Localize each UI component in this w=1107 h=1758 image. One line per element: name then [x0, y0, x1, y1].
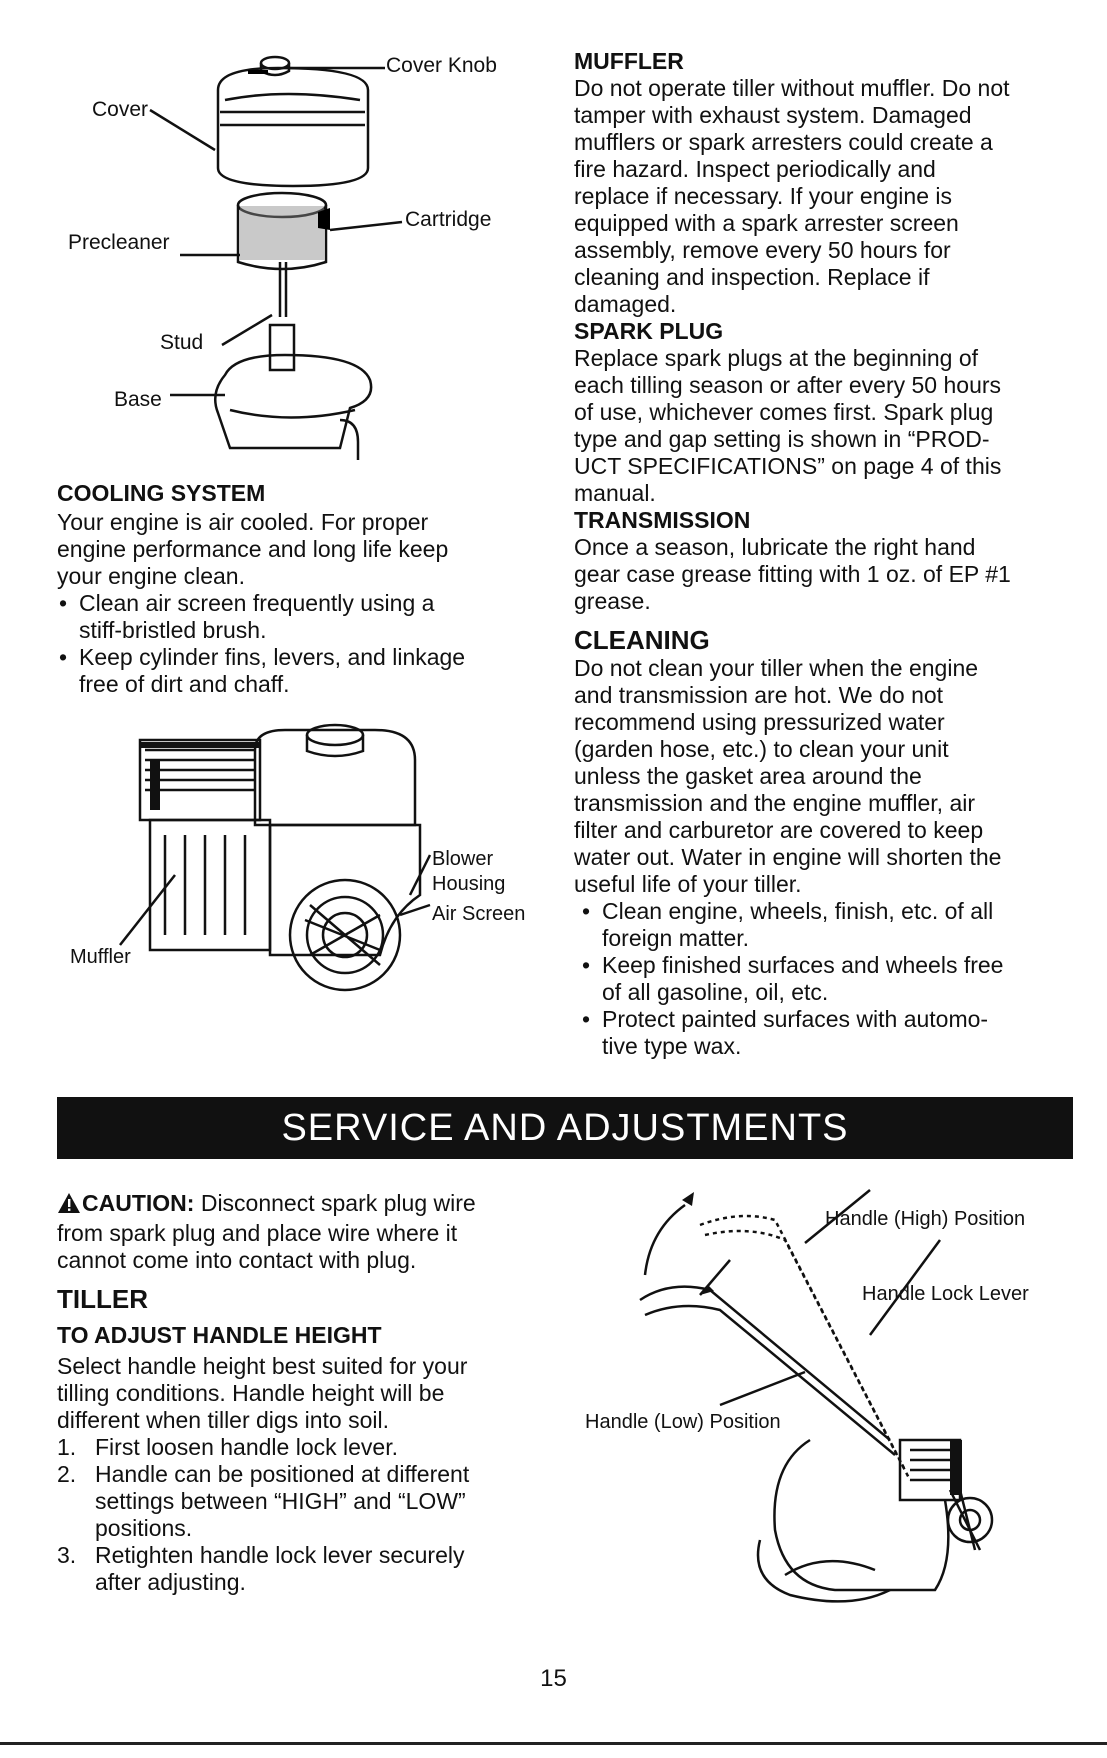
label-air-screen: Air Screen — [432, 903, 526, 925]
cooling-system-body: Your engine is air cooled. For proper engine performance and long life keep your engine clean. — [57, 509, 449, 589]
label-base: Base — [114, 388, 162, 411]
bottom-rule — [0, 1742, 1107, 1745]
label-handle-high: Handle (High) Position — [825, 1208, 1026, 1230]
adjust-handle-heading: TO ADJUST HANDLE HEIGHT — [57, 1322, 382, 1348]
spark-plug-body: Replace spark plugs at the beginning of each tilling season or after every 50 hours of use, whichever comes first. Spark plug type and gap setting is shown in “PROD- UCT SPECIFICATIONS” on page 4 of this manual. — [574, 345, 1002, 506]
caution-label: CAUTION: — [82, 1190, 195, 1216]
list-item: 2. Handle can be positioned at different settings between “HIGH” and “LOW” positions. — [57, 1461, 470, 1541]
tiller-heading: TILLER — [57, 1284, 148, 1314]
section-banner: SERVICE AND ADJUSTMENTS — [57, 1097, 1073, 1159]
list-item: • Keep finished surfaces and wheels free of all gasoline, oil, etc. — [580, 952, 1074, 1006]
label-muffler: Muffler — [70, 946, 131, 968]
cleaning-body: Do not clean your tiller when the engine and transmission are hot. We do not recommend using pressurized water (garden hose, etc.) to clean your unit unless the gasket area around the transmission and the engine muffler, air filter and carburetor are covered to keep water out. Water in engine will shorten the useful life of your tiller. — [574, 655, 1002, 897]
list-item: • Keep cylinder fins, levers, and linkage free of dirt and chaff. — [57, 644, 527, 698]
list-item: 3. Retighten handle lock lever securely after adjusting. — [57, 1542, 465, 1595]
list-item: • Protect painted surfaces with automo- tive type wax. — [580, 1006, 1074, 1060]
cleaning-heading: CLEANING — [574, 625, 710, 655]
transmission-body: Once a season, lubricate the right hand gear case grease fitting with 1 oz. of EP #1 grease. — [574, 534, 1011, 614]
label-blower-housing-line2: Housing — [432, 873, 506, 895]
cooling-system-heading: COOLING SYSTEM — [57, 480, 266, 506]
list-item: • Clean engine, wheels, finish, etc. of all foreign matter. — [580, 898, 1074, 952]
label-cartridge: Cartridge — [405, 208, 492, 231]
list-item: 1. First loosen handle lock lever. — [57, 1434, 398, 1460]
label-precleaner: Precleaner — [68, 231, 170, 254]
label-stud: Stud — [160, 331, 204, 354]
spark-plug-heading: SPARK PLUG — [574, 318, 724, 344]
list-item: • Clean air screen frequently using a stiff-bristled brush. — [57, 590, 527, 644]
label-handle-lock-lever: Handle Lock Lever — [862, 1283, 1029, 1305]
label-blower-housing-line1: Blower — [432, 848, 494, 870]
page-number: 15 — [540, 1665, 567, 1692]
label-handle-low: Handle (Low) Position — [585, 1411, 781, 1433]
label-cover: Cover — [92, 98, 149, 121]
transmission-heading: TRANSMISSION — [574, 507, 751, 533]
muffler-body: Do not operate tiller without muffler. Do not tamper with exhaust system. Damaged mufflers or spark arresters could create a fire hazard. Inspect periodically and replace if necessary. If your engine is equipped with a spark arrester screen assembly, remove every 50 hours for cleaning and inspection. Replace if damaged. — [574, 75, 1010, 317]
caution-block: CAUTION: Disconnect spark plug wire from spark plug and place wire where it cannot come into contact with plug. — [57, 1190, 476, 1273]
tiller-body: Select handle height best suited for your tilling conditions. Handle height will be different when tiller digs into soil. — [57, 1353, 468, 1433]
muffler-heading: MUFFLER — [574, 48, 684, 74]
label-cover-knob: Cover Knob — [386, 54, 497, 77]
